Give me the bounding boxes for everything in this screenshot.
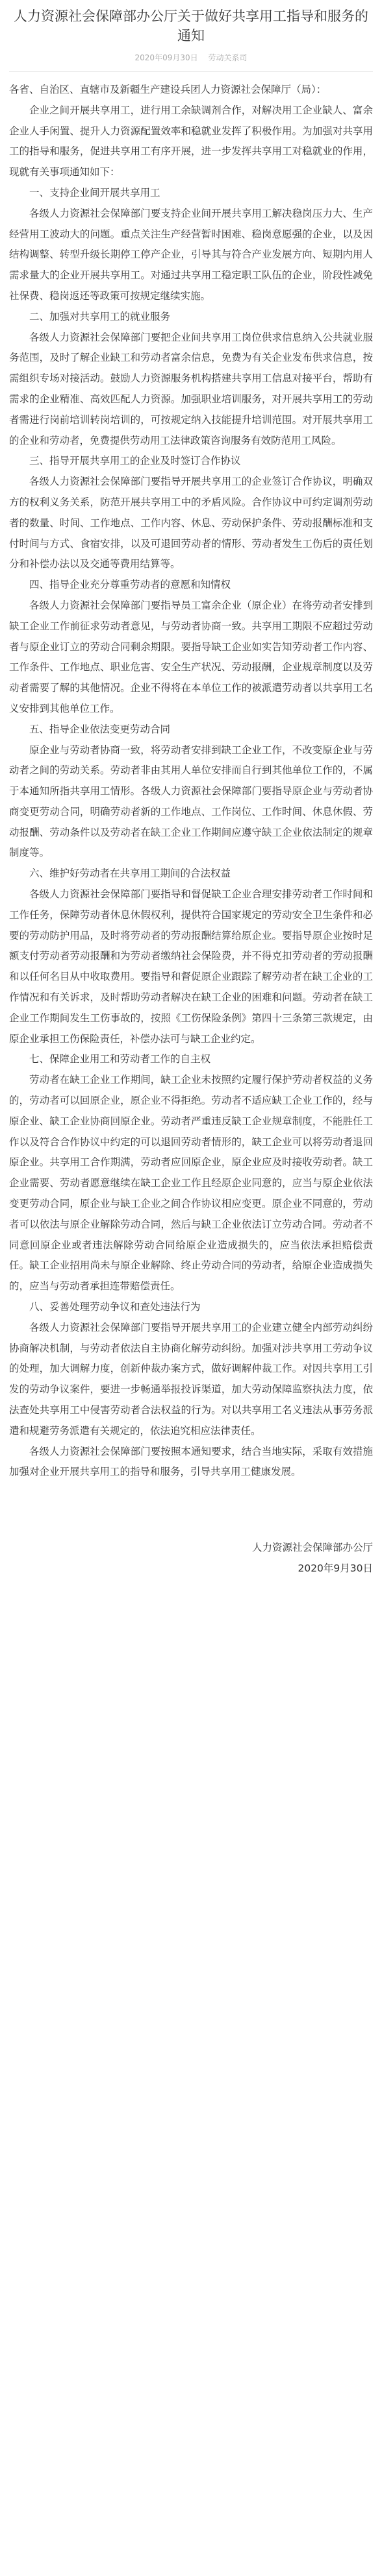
section-heading: 一、支持企业间开展共享用工 [29,186,160,199]
closing-paragraph: 各级人力资源社会保障部门要按照本通知要求，结合当地实际，采取有效措施加强对企业开展共享用工的指导和服务，引导共享用工健康发展。 [9,1445,373,1478]
publish-date: 2020年09月30日 [134,53,198,62]
addressee: 各省、自治区、直辖市及新疆生产建设兵团人力资源社会保障厅（局）： [9,84,327,95]
section-paragraph: 各级人力资源社会保障部门要指导和督促缺工企业合理安排劳动者工作时间和工作任务，保障劳动者休息休假权利，提供符合国家规定的劳动安全卫生条件和必要的劳动防护用品，及时将劳动者的劳动报酬结算给原企业。要指导原企业按时足额支付劳动者劳动报酬和为劳动者缴纳社会保险费，并不得克扣劳动者的劳动报酬和以任何名目从中收取费用。要指导和督促原企业跟踪了解劳动者在缺工企业的工作情况和有关诉求，及时帮助劳动者解决在缺工企业的困难和问题。劳动者在缺工企业工作期间发生工伤事故的，按照《工伤保险条例》第四十三条第三款规定，由原企业承担工伤保险责任，补偿办法可与缺工企业约定。 [9,888,373,1045]
section-paragraph: 各级人力资源社会保障部门要支持企业间开展共享用工解决稳岗压力大、生产经营用工波动大的问题。重点关注生产经营暂时困难、稳岗意愿强的企业，以及因结构调整、转型升级长期停工停产企业，引导其与符合产业发展方向、短期内用人需求量大的企业开展共享用工。对通过共享用工稳定职工队伍的企业，阶段性减免社保费、稳岗返还等政策可按规定继续实施。 [9,207,373,302]
section-paragraph: 原企业与劳动者协商一致，将劳动者安排到缺工企业工作，不改变原企业与劳动者之间的劳动关系。劳动者非由其用人单位安排而自行到其他单位工作的，不属于本通知所指共享用工情形。各级人力资源社会保障部门要指导原企业与劳动者协商变更劳动合同，明确劳动者新的工作地点、工作岗位、工作时间、休息休假、劳动报酬、劳动条件以及劳动者在缺工企业工作期间应遵守缺工企业依法制定的规章制度等。 [9,744,373,859]
section-paragraph: 各级人力资源社会保障部门要指导开展共享用工的企业签订合作协议，明确双方的权利义务关系，防范开展共享用工中的矛盾风险。合作协议中可约定调剂劳动者的数量、时间、工作地点、工作内容、休息、劳动保护条件、劳动报酬标准和支付时间与方式、食宿安排，以及可退回劳动者的情形、劳动者发生工伤后的责任划分和补偿办法以及交通等费用结算等。 [9,476,373,570]
document-body [9,80,373,1483]
section-paragraph: 各级人力资源社会保障部门要把企业间共享用工岗位供求信息纳入公共就业服务范围，及时了解企业缺工和劳动者富余信息，免费为有关企业发布供求信息，按需组织专场对接活动。鼓励人力资源服务机构搭建共享用工信息对接平台，帮助有需求的企业精准、高效匹配人力资源。加强职业培训服务，对开展共享用工的劳动者需进行岗前培训转岗培训的，可按规定纳入技能提升培训范围。对开展共享用工的企业和劳动者，免费提供劳动用工法律政策咨询服务有效防范用工风险。 [9,331,373,446]
section-heading: 七、保障企业用工和劳动者工作的自主权 [29,1053,211,1065]
document-meta [9,49,373,66]
section-heading: 四、指导企业充分尊重劳动者的意愿和知情权 [29,579,231,591]
document-title: 人力资源社会保障部办公厅关于做好共享用工指导和服务的通知 [14,8,368,43]
signature-block [9,1537,373,1579]
header-divider [9,71,373,72]
intro-paragraph: 企业之间开展共享用工，进行用工余缺调剂合作，对解决用工企业缺人、富余企业人手闲置、提升人力资源配置效率和稳就业发挥了积极作用。为加强对共享用工的指导和服务，促进共享用工有序开展，进一步发挥共享用工对稳就业的作用，现就有关事项通知如下： [9,104,373,178]
source-department: 劳动关系司 [208,53,248,62]
section-heading: 六、维护好劳动者在共享用工期间的合法权益 [29,868,231,880]
signature-org: 人力资源社会保障部办公厅 [251,1542,373,1554]
section-heading: 八、妥善处理劳动争议和查处违法行为 [29,1301,201,1313]
section-paragraph: 各级人力资源社会保障部门要指导开展共享用工的企业建立健全内部劳动纠纷协商解决机制，与劳动者依法自主协商化解劳动纠纷。加强对涉共享用工劳动争议的处理，加大调解力度，创新仲裁办案方式，做好调解仲裁工作。对因共享用工引发的劳动争议案件，要进一步畅通举报投诉渠道，加大劳动保障监察执法力度，依法查处共享用工中侵害劳动者合法权益的行为。对以共享用工名义违法从事劳务派遣和规避劳务派遣有关规定的，依法追究相应法律责任。 [9,1321,373,1437]
signature-date: 2020年9月30日 [298,1562,373,1575]
section-heading: 五、指导企业依法变更劳动合同 [29,723,171,735]
section-heading: 二、加强对共享用工的就业服务 [29,310,171,322]
section-paragraph: 劳动者在缺工企业工作期间，缺工企业未按照约定履行保护劳动者权益的义务的，劳动者可以回原企业，原企业不得拒绝。劳动者不适应缺工企业工作的，经与原企业、缺工企业协商回原企业。劳动者严重违反缺工企业规章制度，不能胜任工作以及符合合作协议中约定的可以退回劳动者情形的，缺工企业可以将劳动者退回原企业。共享用工合作期满，劳动者应回原企业，原企业应及时接收劳动者。缺工企业需要、劳动者愿意继续在缺工企业工作且经原企业同意的，应当与原企业依法变更劳动合同，原企业与缺工企业之间合作协议相应变更。原企业不同意的，劳动者可以依法与原企业解除劳动合同，然后与缺工企业依法订立劳动合同。劳动者不同意回原企业或者违法解除劳动合同给原企业造成损失的，应当依法承担赔偿责任。缺工企业招用尚未与原企业解除、终止劳动合同的劳动者，给原企业造成损失的，应当与劳动者承担连带赔偿责任。 [9,1074,373,1293]
section-paragraph: 各级人力资源社会保障部门要指导员工富余企业（原企业）在将劳动者安排到缺工企业工作前征求劳动者意见，与劳动者协商一致。共享用工期限不应超过劳动者与原企业订立的劳动合同剩余期限。要指导缺工企业如实告知劳动者工作内容、工作条件、工作地点、职业危害、安全生产状况、劳动报酬，企业规章制度以及劳动者需要了解的其他情况。企业不得将在本单位工作的被派遣劳动者以共享用工名义安排到其他单位工作。 [9,599,373,714]
section-heading: 三、指导开展共享用工的企业及时签订合作协议 [29,455,241,467]
